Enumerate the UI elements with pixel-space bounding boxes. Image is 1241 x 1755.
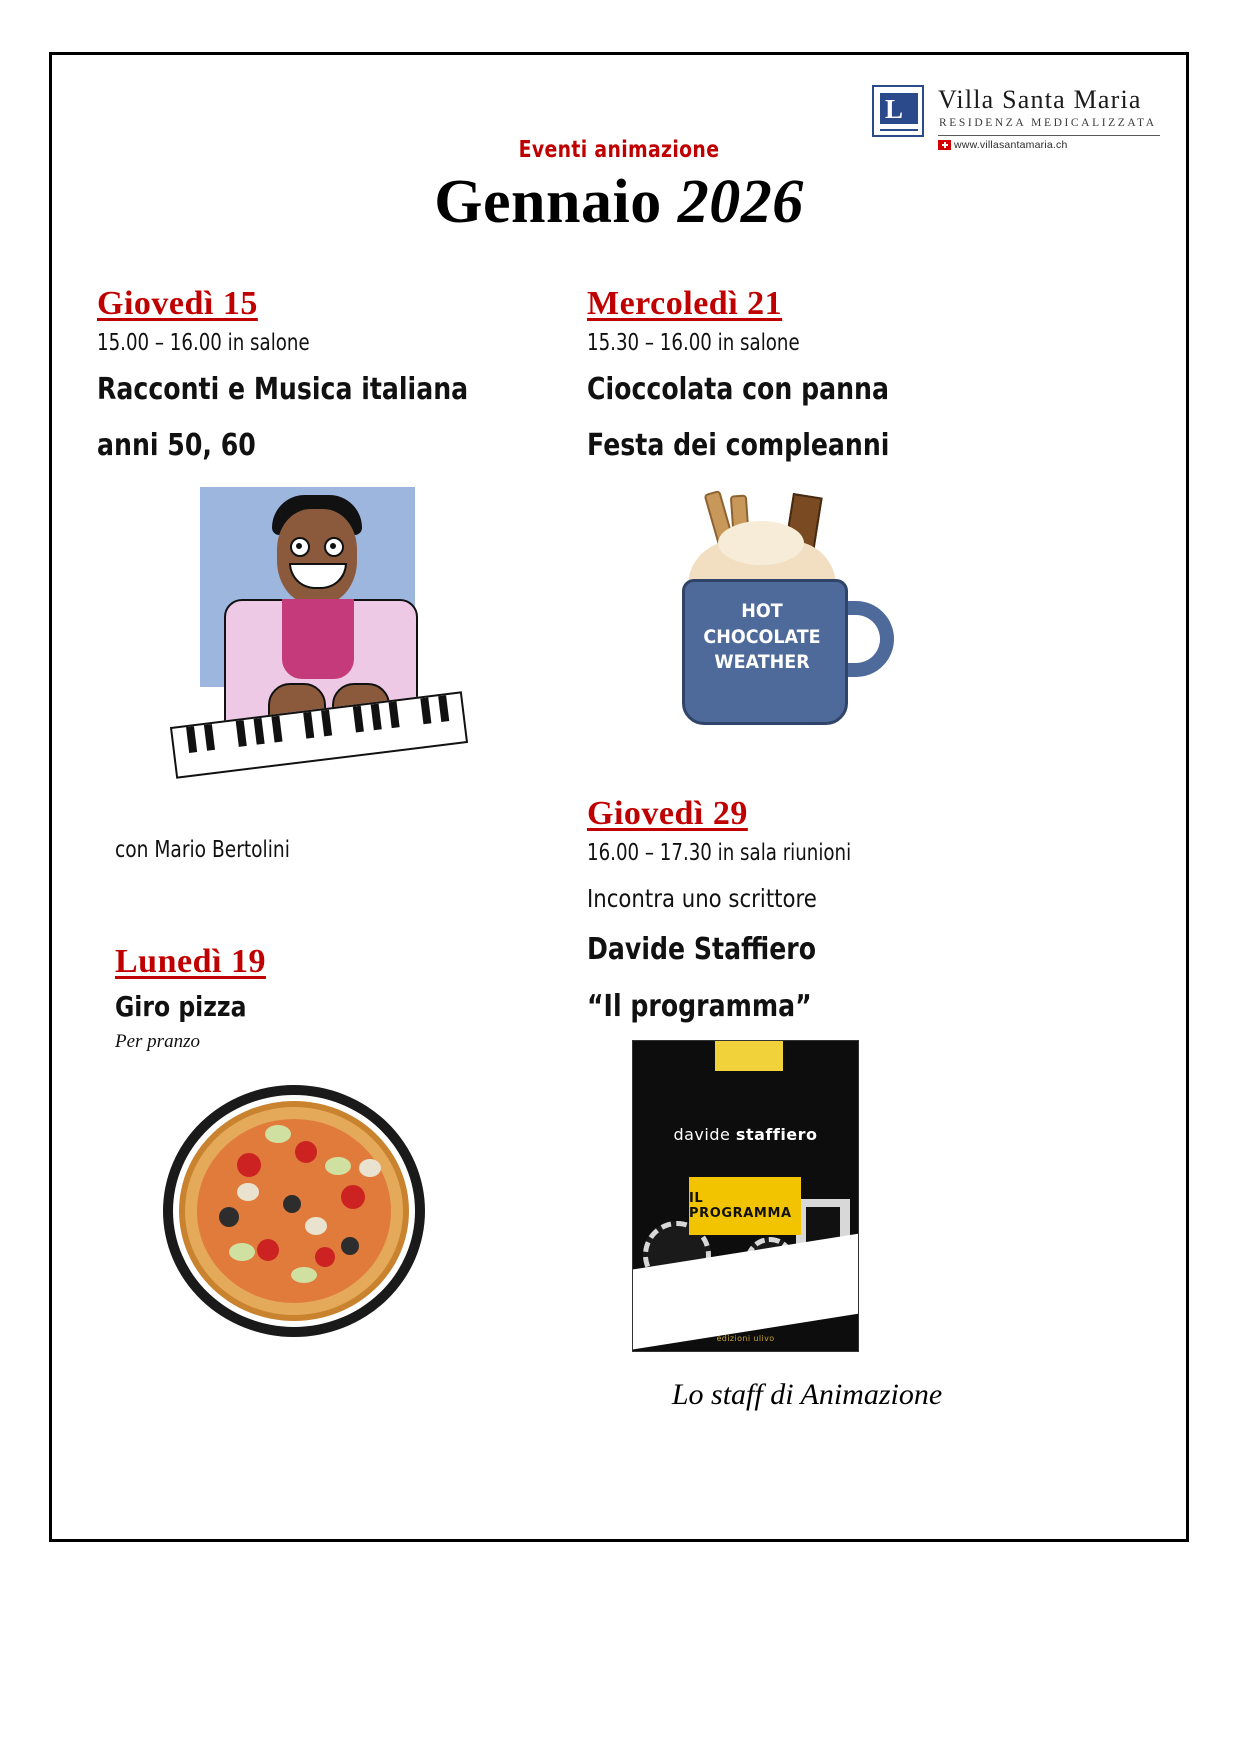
book-cover-publisher: edizioni ulivo [716, 1334, 775, 1344]
pianist-head [277, 509, 357, 605]
logo-subtitle: RESIDENZA MEDICALIZZATA [939, 117, 1157, 129]
book-cover-author [633, 1125, 858, 1144]
event-time: 15.30 – 16.00 in salone [587, 330, 800, 356]
poster-page [49, 52, 1189, 1542]
event-day-label: Lunedì 19 [115, 943, 266, 981]
event-headline-line2: anni 50, 60 [97, 427, 256, 463]
event-author: Davide Staffiero [587, 932, 817, 968]
event-day-label: Mercoledì 21 [587, 285, 783, 322]
event-intro: Incontra uno scrittore [587, 884, 817, 914]
pizza-topping [237, 1153, 261, 1177]
page-title [52, 167, 1186, 238]
logo-mark-icon [872, 85, 924, 137]
event-time: 15.00 – 16.00 in salone [97, 330, 310, 356]
logo-divider [938, 135, 1160, 136]
event-day-label: Giovedì 15 [97, 285, 258, 322]
event-headline: Giro pizza [115, 990, 247, 1024]
pizza-mushroom [359, 1159, 381, 1177]
pizza-olive [341, 1237, 359, 1255]
left-column [97, 285, 592, 1367]
event-headline-line1: Racconti e Musica italiana [97, 372, 469, 407]
event-monday-19 [97, 943, 592, 1367]
pizza-mushroom [237, 1183, 259, 1201]
whipped-cream-top [718, 521, 804, 565]
logo-title: Villa Santa Maria [938, 85, 1142, 114]
book-cover-author-last: staffiero [735, 1125, 818, 1145]
book-sticker [715, 1041, 783, 1071]
page-title-year: 2026 [677, 168, 804, 236]
pianist-illustration [172, 487, 472, 817]
book-cover-illustration [632, 1040, 859, 1352]
pizza-mushroom [305, 1217, 327, 1235]
logo-mark-bar [880, 124, 918, 129]
pizza-pepper [325, 1157, 351, 1175]
logo-letter: L [885, 94, 904, 124]
pizza-topping [341, 1185, 365, 1209]
mug-text: HOT CHOCOLATE WEATHER [703, 600, 821, 674]
pizza-pepper [291, 1267, 317, 1283]
pizza-topping [315, 1247, 335, 1267]
event-thursday-15 [97, 285, 592, 863]
pianist-shirt [282, 599, 354, 679]
event-caption: con Mario Bertolini [115, 837, 290, 864]
hot-chocolate-illustration [652, 489, 902, 749]
book-cover-author-first: davide [673, 1125, 731, 1145]
staff-signature: Lo staff di Animazione [671, 1378, 943, 1412]
event-wednesday-21 [587, 285, 1147, 749]
right-column [587, 285, 1147, 1412]
event-headline-line2: Festa dei compleanni [587, 427, 890, 463]
event-thursday-29 [587, 795, 1147, 1412]
pizza-topping [295, 1141, 317, 1163]
event-note: Per pranzo [115, 1030, 200, 1052]
pizza-pepper [265, 1125, 291, 1143]
event-book-title: “Il programma” [587, 988, 812, 1024]
pizza-topping [257, 1239, 279, 1261]
pizza-olive [283, 1195, 301, 1213]
pizza-olive [219, 1207, 239, 1227]
pizza-pepper [229, 1243, 255, 1261]
event-time: 16.00 – 17.30 in sala riunioni [587, 840, 852, 867]
logo-website: www.villasantamaria.ch [954, 139, 1068, 151]
poster-kicker: Eventi animazione [518, 137, 720, 163]
pizza-illustration [145, 1067, 445, 1367]
page-title-month: Gennaio [434, 168, 662, 236]
event-headline-line1: Cioccolata con panna [587, 372, 890, 407]
book-cover-title: IL PROGRAMMA [689, 1177, 801, 1235]
event-day-label: Giovedì 29 [587, 795, 748, 833]
